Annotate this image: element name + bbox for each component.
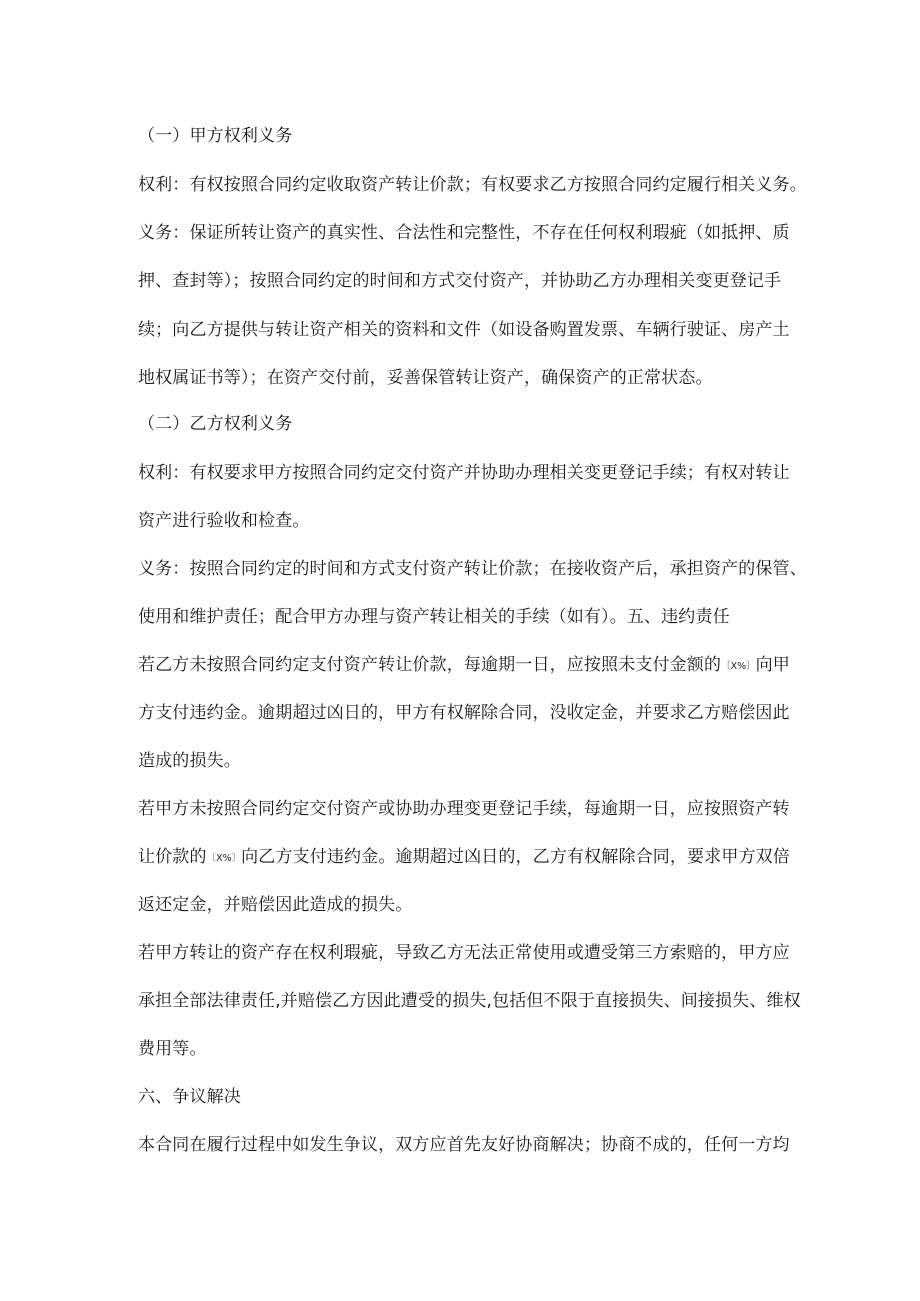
liability-para-2-line-2 (138, 845, 798, 871)
liability-para-2-text: 让价款的 (138, 847, 207, 867)
party-b-duties-line-2: 使用和维护责任；配合甲方办理与资产转让相关的手续（如有）。五、违约责任 (138, 607, 730, 627)
section-heading-dispute: 六、争议解决 (138, 1087, 241, 1107)
party-b-rights-line-2: 资产进行验收和检查。 (138, 511, 310, 531)
liability-para-1-text: 若乙方未按照合同约定支付资产转让价款，每逾期一日，应按照未支付金额的 (138, 655, 722, 675)
liability-para-2-text-end: 向乙方支付违约金。逾期超过凶日的，乙方有权解除合同，要求甲方双倍 (241, 847, 790, 867)
penalty-rate-placeholder: 〔X%〕 (206, 853, 242, 864)
party-a-duties-line-4: 地权属证书等）；在资产交付前，妥善保管转让资产，确保资产的正常状态。 (138, 368, 713, 388)
liability-para-3-line-2: 承担全部法律责任,并赔偿乙方因此遭受的损失,包括但不限于直接损失、间接损失、维权 (138, 991, 801, 1011)
party-b-duties-line-1: 义务：按照合同约定的时间和方式支付资产转让价款；在接收资产后，承担资产的保管、 (138, 559, 807, 579)
dispute-line-1: 本合同在履行过程中如发生争议，双方应首先友好协商解决；协商不成的，任何一方均 (138, 1135, 790, 1155)
party-a-duties-line-3: 续；向乙方提供与转让资产相关的资料和文件（如设备购置发票、车辆行驶证、房产土 (138, 320, 790, 340)
liability-para-1-line-2: 方支付违约金。逾期超过凶日的，甲方有权解除合同，没收定金，并要求乙方赔偿因此 (138, 703, 790, 723)
liability-para-2-line-1: 若甲方未按照合同约定交付资产或协助办理变更登记手续，每逾期一日，应按照资产转 (138, 799, 790, 819)
party-a-duties-line-1: 义务：保证所转让资产的真实性、合法性和完整性，不存在任何权利瑕疵（如抵押、质 (138, 223, 790, 243)
party-a-duties-line-2: 押、查封等）；按照合同约定的时间和方式交付资产，并协助乙方办理相关变更登记手 (138, 271, 782, 291)
liability-para-1-line-1 (138, 653, 798, 679)
liability-para-3-line-1: 若甲方转让的资产存在权利瑕疵，导致乙方无法正常使用或遭受第三方索赔的，甲方应 (138, 943, 790, 963)
liability-para-1-text-end: 向甲 (755, 655, 790, 675)
liability-para-3-line-3: 费用等。 (138, 1039, 207, 1059)
liability-para-1-line-3: 造成的损失。 (138, 751, 241, 771)
section-heading-party-b: （二）乙方权利义务 (138, 414, 293, 434)
liability-para-2-line-3: 返还定金，并赔偿因此造成的损失。 (138, 895, 413, 915)
party-b-rights-line-1: 权利：有权要求甲方按照合同约定交付资产并协助办理相关变更登记手续；有权对转让 (138, 463, 790, 483)
party-a-rights: 权利：有权按照合同约定收取资产转让价款；有权要求乙方按照合同约定履行相关义务。 (138, 175, 807, 195)
section-heading-party-a: （一）甲方权利义务 (138, 126, 293, 146)
penalty-rate-placeholder: 〔X%〕 (721, 661, 756, 672)
